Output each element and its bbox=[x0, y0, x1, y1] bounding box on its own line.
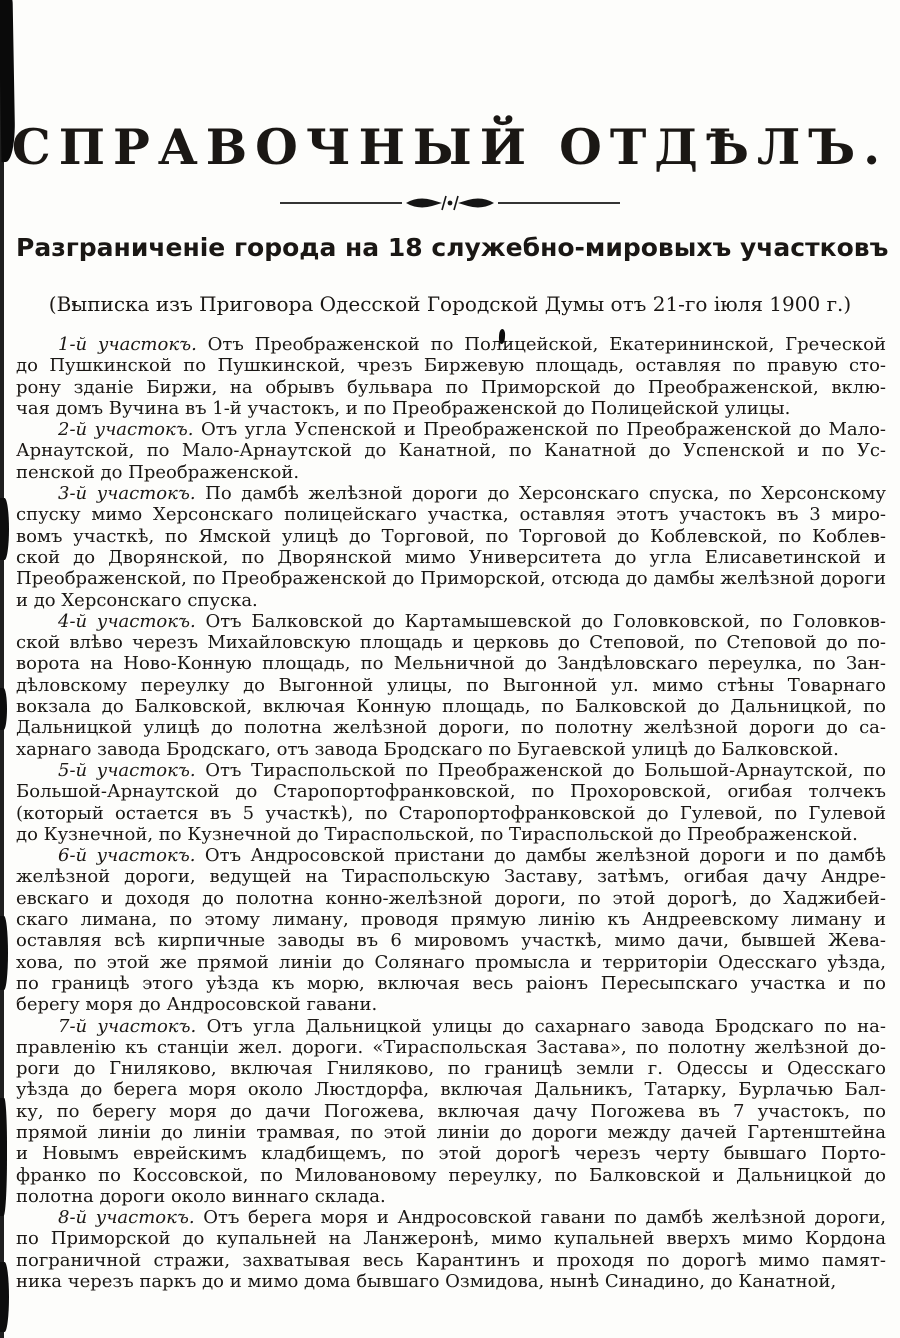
district-label: 5-й участокъ. bbox=[58, 759, 206, 781]
binding-blob bbox=[0, 1098, 7, 1216]
text-line: 2-й участокъ. Отъ угла Успенской и Преображенской по Преображенской до Мало- bbox=[58, 419, 887, 441]
text-line: пенской до Преображенской. bbox=[16, 461, 300, 483]
text-line: вокзала до Балковской, включая Конную площадь, по Балковской до Дальницкой, по bbox=[16, 696, 886, 718]
text-line: 7-й участокъ. Отъ угла Дальницкой улицы до сахарнаго завода Бродскаго по на- bbox=[58, 1015, 886, 1037]
text-line: ку, по берегу моря до дачи Погожева, включая дачу Погожева въ 7 участокъ, по bbox=[16, 1100, 886, 1122]
district-paragraph bbox=[16, 1207, 886, 1292]
text-line: полотна дороги около виннаго склада. bbox=[16, 1185, 386, 1207]
section-heading: Разграниченіе города на 18 служебно-мировыхъ участковъ bbox=[16, 233, 889, 262]
text-line: 1-й участокъ. Отъ Преображенской по Полицейской, Екатерининской, Греческой bbox=[58, 334, 886, 355]
text-line: оставляя всѣ кирпичные заводы въ 6 мировомъ участкѣ, мимо дачи, бывшей Жева- bbox=[16, 930, 886, 952]
page-title: СПРАВОЧНЫЙ ОТДѢЛЪ. bbox=[11, 118, 889, 176]
text-line: пограничной стражи, захватывая весь Карантинъ и проходя по дорогѣ мимо памят- bbox=[16, 1249, 886, 1271]
text-line: ской влѣво черезъ Михайловскую площадь и церковь до Степовой, по Степовой до по- bbox=[16, 632, 886, 654]
text-line: 3-й участокъ. По дамбѣ желѣзной дороги до Херсонскаго спуска, по Херсонскому bbox=[58, 483, 886, 505]
text-line: харнаго завода Бродскаго, отъ завода Бродскаго по Бугаевской улицѣ до Балковской. bbox=[16, 738, 839, 760]
text-line: (который остается въ 5 участкѣ), по Старопортофранковской до Гулевой, по Гулевой bbox=[16, 802, 886, 824]
text-line: вомъ участкѣ, по Ямской улицѣ до Торговой, по Торговой до Коблевской, по Коблев- bbox=[16, 525, 886, 547]
text-line: 8-й участокъ. Отъ берега моря и Андросовской гавани по дамбѣ желѣзной дороги, bbox=[58, 1207, 886, 1229]
district-label: 2-й участокъ. bbox=[58, 419, 201, 441]
binding-blob bbox=[0, 1262, 9, 1332]
district-paragraph bbox=[16, 760, 886, 845]
text-line: дѣловскому переулку до Выгонной улицы, по Выгонной ул. мимо стѣны Товарнаго bbox=[16, 674, 886, 696]
text-line: Большой-Арнаутской до Старопортофранковской, по Прохоровской, огибая толчекъ bbox=[16, 781, 886, 803]
text-line: ской до Дворянской, по Дворянской мимо Университета до угла Елисаветинской и bbox=[16, 546, 886, 568]
text-line: ника черезъ паркъ до и мимо дома бывшаго Озмидова, нынѣ Синадино, до Канатной, bbox=[16, 1271, 837, 1293]
district-paragraph bbox=[16, 1016, 886, 1208]
text-line: евскаго и доходя до полотна конно-желѣзной дороги, по этой дорогѣ, до Хаджибей- bbox=[16, 887, 886, 909]
text-line: скаго лимана, по этому лиману, проводя прямую линію къ Андреевскому лиману и bbox=[16, 909, 886, 931]
text-line: желѣзной дороги, ведущей на Тираспольскую Заставу, затѣмъ, огибая дачу Андре- bbox=[16, 866, 886, 888]
binding-blob bbox=[0, 688, 7, 730]
text-line: Преображенской, по Преображенской до Приморской, отсюда до дамбы желѣзной дороги bbox=[16, 568, 886, 590]
text-line: по Приморской до купальней на Ланжеронѣ, мимо купальней вверхъ мимо Кордона bbox=[16, 1228, 886, 1250]
text-line: спуску мимо Херсонскаго полицейскаго участка, оставляя этотъ участокъ въ 3 миро- bbox=[16, 504, 886, 526]
text-line: хова, по этой же прямой линіи до Солянаго промысла и территоріи Одесскаго уѣзда, bbox=[16, 951, 886, 973]
district-paragraph bbox=[16, 419, 886, 483]
district-paragraph bbox=[16, 845, 886, 1015]
district-label: 1-й участокъ. bbox=[58, 334, 208, 355]
text-line: 5-й участокъ. Отъ Тираспольской по Преображенской до Большой-Арнаутской, по bbox=[58, 759, 886, 781]
text-line: рону зданіе Биржи, на обрывъ бульвара по Приморской до Преображенской, вклю- bbox=[16, 376, 886, 398]
text-line: и Новымъ еврейскимъ кладбищемъ, по этой дорогѣ черезъ черту бывшаго Порто- bbox=[16, 1143, 886, 1165]
district-label: 3-й участокъ. bbox=[58, 483, 206, 505]
text-line: ворота на Ново-Конную площадь, по Мельничной до Зандѣловскаго переулка, по Зан- bbox=[16, 653, 886, 675]
text-line: по границѣ этого уѣзда къ морю, включая весь раіонъ Пересыпскаго участка и по bbox=[16, 972, 886, 994]
text-line: правленію къ станціи жел. дороги. «Тираспольская Застава», по полотну желѣзной до- bbox=[16, 1036, 886, 1058]
text-line: прямой линіи до линіи трамвая, по этой линіи до дороги между дачей Гартенштейна bbox=[16, 1121, 886, 1143]
text-line: Арнаутской, по Мало-Арнаутской до Канатной, по Канатной до Успенской и по Ус- bbox=[16, 440, 886, 462]
district-label: 4-й участокъ. bbox=[58, 610, 206, 632]
text-line: берегу моря до Андросовской гавани. bbox=[16, 994, 378, 1016]
district-paragraph bbox=[16, 483, 886, 611]
district-paragraph bbox=[16, 334, 886, 419]
subtitle: (Выписка изъ Приговора Одесской Городской Думы отъ 21-го іюля 1900 г.) bbox=[48, 292, 852, 316]
ornament-divider bbox=[0, 194, 900, 212]
text-line: и до Херсонскаго спуска. bbox=[16, 589, 258, 611]
district-paragraph bbox=[16, 611, 886, 760]
text-line: франко по Коссовской, по Миловановому переулку, по Балковской и Дальницкой до bbox=[16, 1164, 886, 1186]
text-line: до Кузнечной, по Кузнечной до Тираспольской, по Тираспольской до Преображенской. bbox=[16, 823, 858, 845]
district-label: 8-й участокъ. bbox=[58, 1207, 204, 1229]
binding-blob bbox=[0, 916, 8, 990]
text-line: роги до Гниляково, включая Гниляково, по границѣ земли г. Одессы и Одесскаго bbox=[16, 1058, 886, 1080]
text-line: 6-й участокъ. Отъ Андросовской пристани до дамбы желѣзной дороги и по дамбѣ bbox=[58, 845, 886, 867]
district-label: 6-й участокъ. bbox=[58, 845, 205, 867]
text-line: чая домъ Вучина въ 1-й участокъ, и по Преображенской до Полицейской улицы. bbox=[16, 397, 791, 419]
binding-blob bbox=[0, 498, 9, 560]
ornament-divider-graphic bbox=[280, 194, 620, 212]
text-line: 4-й участокъ. Отъ Балковской до Картамышевской до Головковской, по Головков- bbox=[58, 610, 886, 632]
text-line: уѣзда до берега моря около Люстдорфа, включая Дальникъ, Татарку, Бурлачью Бал- bbox=[16, 1079, 886, 1101]
text-line: до Пушкинской по Пушкинской, чрезъ Биржевую площадь, оставляя по правую сто- bbox=[16, 355, 886, 377]
text-line: Дальницкой улицѣ до полотна желѣзной дороги, по полотну желѣзной дороги до са- bbox=[16, 717, 886, 739]
district-label: 7-й участокъ. bbox=[58, 1015, 207, 1037]
body-text bbox=[16, 334, 886, 1292]
